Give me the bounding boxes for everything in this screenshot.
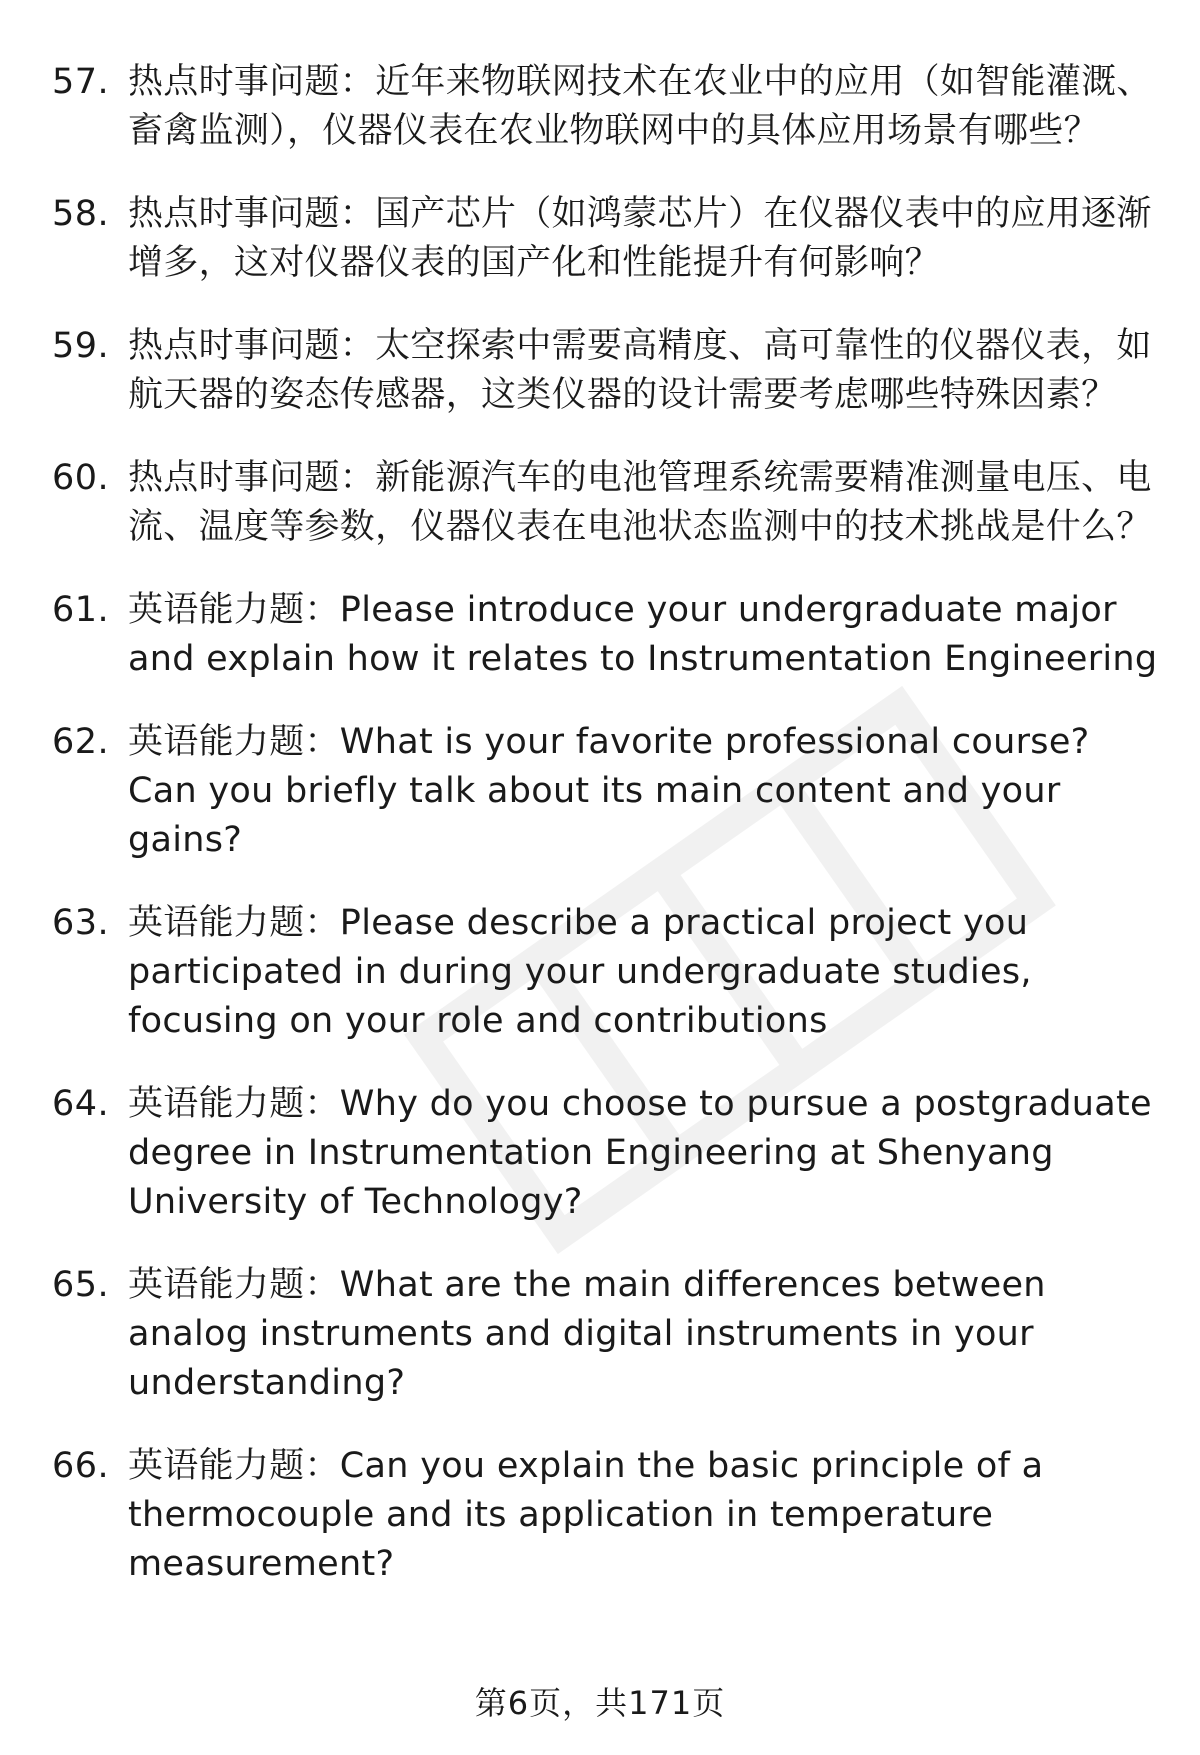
- question-text: 英语能力题：Why do you choose to pursue a postgraduate degree in Instrumentation Engineering at Shenyang University of Technology?: [128, 1084, 1152, 1222]
- question-item: [52, 586, 1162, 684]
- question-item: [52, 899, 1162, 1046]
- question-number: 59.: [52, 326, 110, 366]
- question-text: 热点时事问题：国产芯片（如鸿蒙芯片）在仪器仪表中的应用逐渐增多，这对仪器仪表的国产化和性能提升有何影响？: [128, 194, 1152, 283]
- question-number: 65.: [52, 1265, 110, 1305]
- question-text: 热点时事问题：太空探索中需要高精度、高可靠性的仪器仪表，如航天器的姿态传感器，这类仪器的设计需要考虑哪些特殊因素？: [128, 326, 1152, 415]
- question-item: [52, 454, 1162, 552]
- question-item: [52, 718, 1162, 865]
- question-text: 英语能力题：What is your favorite professional course? Can you briefly talk about its main content and your gains?: [128, 722, 1090, 860]
- question-item: [52, 1080, 1162, 1227]
- question-number: 64.: [52, 1084, 110, 1124]
- question-number: 62.: [52, 722, 110, 762]
- question-list: [52, 58, 1162, 1623]
- question-text: 英语能力题：What are the main differences between analog instruments and digital instruments in your understanding?: [128, 1265, 1046, 1403]
- page-number-footer: 第6页，共171页: [474, 1684, 726, 1722]
- question-number: 63.: [52, 903, 110, 943]
- question-number: 60.: [52, 458, 110, 498]
- question-item: [52, 1442, 1162, 1589]
- question-number: 57.: [52, 62, 110, 102]
- question-item: [52, 58, 1162, 156]
- question-text: 热点时事问题：近年来物联网技术在农业中的应用（如智能灌溉、畜禽监测），仪器仪表在农业物联网中的具体应用场景有哪些？: [128, 62, 1152, 151]
- question-item: [52, 1261, 1162, 1408]
- question-number: 58.: [52, 194, 110, 234]
- question-item: [52, 322, 1162, 420]
- question-text: 热点时事问题：新能源汽车的电池管理系统需要精准测量电压、电流、温度等参数，仪器仪表在电池状态监测中的技术挑战是什么？: [128, 458, 1152, 547]
- question-number: 66.: [52, 1446, 110, 1486]
- question-text: 英语能力题：Can you explain the basic principle of a thermocouple and its application in temperature measurement?: [128, 1446, 1044, 1584]
- question-text: 英语能力题：Please introduce your undergraduate major and explain how it relates to Instrumentation Engineering: [128, 590, 1158, 679]
- question-item: [52, 190, 1162, 288]
- question-number: 61.: [52, 590, 110, 630]
- question-text: 英语能力题：Please describe a practical project you participated in during your undergraduate studies, focusing on your role and contributions: [128, 903, 1032, 1041]
